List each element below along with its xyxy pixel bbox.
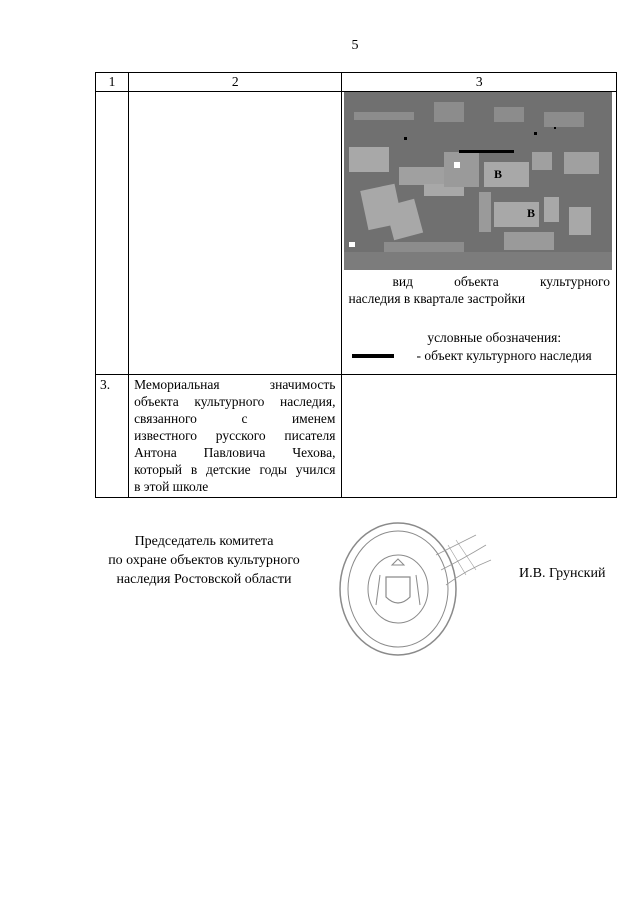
cell-empty-1 xyxy=(96,92,129,375)
desc-line: который в детские годы учился xyxy=(134,462,336,477)
table-row-map xyxy=(96,92,617,375)
desc-line: в этой школе xyxy=(134,479,209,494)
table-header-row xyxy=(96,73,617,92)
desc-line: связанного с именем xyxy=(134,411,336,426)
signer-name: И.В. Грунский xyxy=(519,566,606,581)
desc-line: объекта культурного наследия, xyxy=(134,394,336,409)
signature-line-2: по охране объектов культурного xyxy=(108,553,300,568)
signature-line-1: Председатель комитета xyxy=(134,534,274,549)
desc-line: известного русского писателя xyxy=(134,428,336,443)
row-description xyxy=(129,375,342,498)
cell-empty-3 xyxy=(342,375,617,498)
header-col-3: 3 xyxy=(342,73,617,92)
desc-line: Антона Павловича Чехова, xyxy=(134,445,336,460)
row-number: 3. xyxy=(96,375,129,498)
header-col-2: 2 xyxy=(129,73,342,92)
map-label-v2: В xyxy=(527,206,536,220)
signature-title xyxy=(95,532,313,589)
table-row-3 xyxy=(96,375,617,498)
map-cell xyxy=(342,92,617,375)
cell-empty-2 xyxy=(129,92,342,375)
site-map-image xyxy=(344,92,612,270)
desc-line: Мемориальная значимость xyxy=(134,377,336,392)
legend-row xyxy=(342,346,616,370)
map-caption xyxy=(342,270,616,307)
signature-line-3: наследия Ростовской области xyxy=(116,572,292,587)
page-number: 5 xyxy=(351,38,359,53)
legend-item-label: - объект культурного наследия xyxy=(416,348,592,363)
legend-title: условные обозначения: xyxy=(427,330,562,345)
heritage-table xyxy=(95,72,617,498)
map-caption-line-2: наследия в квартале застройки xyxy=(348,291,526,306)
official-seal xyxy=(336,515,496,663)
header-col-1: 1 xyxy=(96,73,129,92)
legend-line-symbol xyxy=(352,354,394,358)
map-label-v1: В xyxy=(494,167,503,181)
map-caption-line-1: вид объекта культурного xyxy=(392,274,610,289)
